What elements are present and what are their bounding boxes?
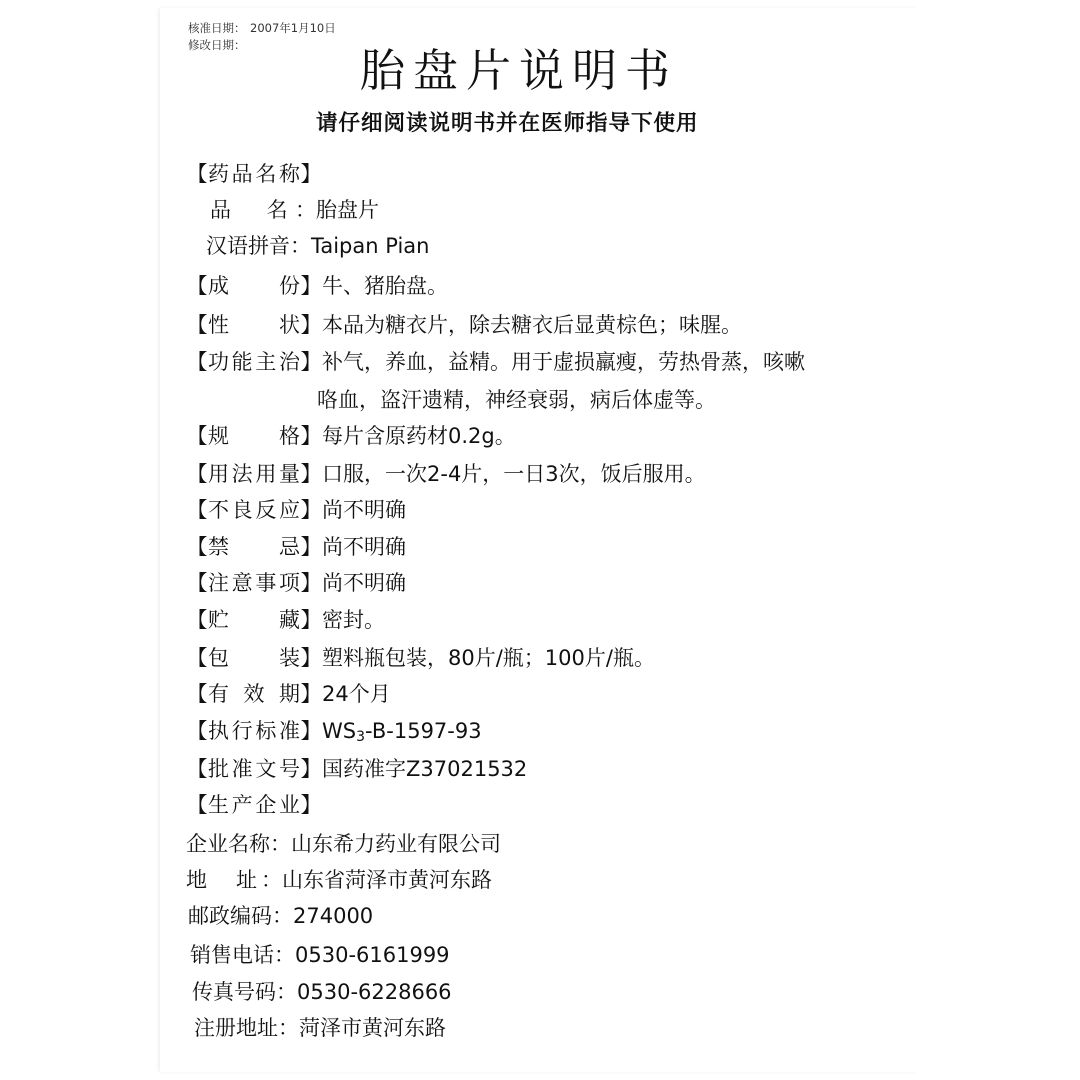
- company-name-row: [186, 828, 501, 860]
- bracket-open: 【: [186, 535, 208, 559]
- fax-label: 传真号码：: [192, 980, 297, 1004]
- bracket-close: 】: [300, 608, 322, 632]
- postcode-label: 邮政编码：: [188, 904, 293, 928]
- bracket-close: 】: [300, 571, 322, 595]
- section-label: 不良反应: [208, 498, 300, 522]
- section-value: 国药准字Z37021532: [322, 757, 528, 781]
- bracket-open: 【: [186, 757, 208, 781]
- approval-date-label: 核准日期：: [188, 21, 246, 35]
- section-label: 禁忌: [208, 535, 300, 559]
- bracket-open: 【: [186, 162, 208, 186]
- company-name: 山东希力药业有限公司: [291, 832, 501, 856]
- section-value: 补气，养血，益精。用于虚损羸瘦，劳热骨蒸，咳嗽: [322, 350, 805, 374]
- fax: 0530-6228666: [297, 980, 452, 1004]
- section-label: 包装: [208, 646, 300, 670]
- company-address-row: [186, 864, 492, 896]
- section-value: 牛、猪胎盘。: [322, 274, 448, 298]
- section-label: 用法用量: [208, 462, 300, 486]
- generic-name-value: 胎盘片: [316, 198, 379, 222]
- bracket-close: 】: [300, 274, 322, 298]
- postcode: 274000: [293, 904, 374, 928]
- bracket-close: 】: [300, 350, 322, 374]
- fax-row: [192, 976, 452, 1008]
- section-value: 塑料瓶包装，80片/瓶；100片/瓶。: [322, 646, 655, 670]
- section-label: 功能主治: [208, 350, 300, 374]
- document-subtitle: 请仔细阅读说明书并在医师指导下使用: [316, 111, 699, 136]
- date-info: [188, 20, 336, 54]
- sales-phone: 0530-6161999: [295, 943, 450, 967]
- section-manufacturer: [186, 789, 322, 823]
- bracket-open: 【: [186, 498, 208, 522]
- section-package: [186, 642, 655, 676]
- section-label: 贮藏: [208, 608, 300, 632]
- bracket-open: 【: [186, 682, 208, 706]
- bracket-close: 】: [300, 498, 322, 522]
- generic-name-label: 品 名：: [210, 198, 316, 222]
- section-value: 口服，一次2-4片，一日3次，饭后服用。: [322, 462, 706, 486]
- registered-address-row: [194, 1012, 446, 1044]
- generic-name-row: [210, 194, 379, 226]
- bracket-open: 【: [186, 608, 208, 632]
- section-value: 尚不明确: [322, 535, 406, 559]
- revision-date-label: 修改日期：: [188, 38, 246, 52]
- bracket-close: 】: [300, 757, 322, 781]
- section-label: 批准文号: [208, 757, 300, 781]
- section-description: [186, 309, 742, 343]
- bracket-close: 】: [300, 682, 322, 706]
- bracket-close: 】: [300, 462, 322, 486]
- standard-suffix: -B-1597-93: [365, 719, 482, 743]
- section-label: 执行标准: [208, 719, 300, 743]
- sales-phone-label: 销售电话：: [190, 943, 295, 967]
- sales-phone-row: [190, 939, 450, 971]
- bracket-open: 【: [186, 424, 208, 448]
- bracket-close: 】: [300, 719, 322, 743]
- section-indications: [186, 346, 805, 380]
- bracket-open: 【: [186, 313, 208, 337]
- standard-subscript: 3: [356, 729, 366, 745]
- bracket-open: 【: [186, 719, 208, 743]
- bracket-close: 】: [300, 313, 322, 337]
- section-value: 每片含原药材0.2g。: [322, 424, 516, 448]
- postcode-row: [188, 900, 373, 932]
- section-approval-number: [186, 753, 527, 787]
- section-value: [322, 715, 482, 753]
- section-label: 有效期: [208, 682, 300, 706]
- bracket-close: 】: [300, 646, 322, 670]
- section-validity: [186, 678, 391, 712]
- section-value: 本品为糖衣片，除去糖衣后显黄棕色；味腥。: [322, 313, 742, 337]
- bracket-open: 【: [186, 274, 208, 298]
- section-contraindications: [186, 531, 406, 565]
- company-address: 山东省菏泽市黄河东路: [282, 868, 492, 892]
- section-adverse-reactions: [186, 494, 406, 528]
- registered-address-label: 注册地址：: [194, 1016, 299, 1040]
- section-label: 规格: [208, 424, 300, 448]
- section-label: 性状: [208, 313, 300, 337]
- company-name-label: 企业名称：: [186, 832, 291, 856]
- section-label: 注意事项: [208, 571, 300, 595]
- section-dosage: [186, 458, 706, 492]
- pinyin-value: Taipan Pian: [311, 234, 430, 258]
- bracket-close: 】: [300, 424, 322, 448]
- pinyin-row: [206, 230, 429, 262]
- approval-date: 2007年1月10日: [250, 21, 336, 35]
- section-drug-name: [186, 158, 322, 192]
- bracket-close: 】: [300, 535, 322, 559]
- bracket-open: 【: [186, 571, 208, 595]
- company-address-label: 地 址：: [186, 868, 282, 892]
- standard-prefix: WS: [322, 719, 357, 743]
- registered-address: 菏泽市黄河东路: [299, 1016, 446, 1040]
- section-value: 尚不明确: [322, 498, 406, 522]
- section-ingredients: [186, 270, 448, 304]
- bracket-close: 】: [300, 162, 322, 186]
- document-title: 胎盘片说明书: [360, 44, 679, 97]
- bracket-open: 【: [186, 350, 208, 374]
- section-specification: [186, 420, 516, 454]
- section-label: 生产企业: [208, 793, 300, 817]
- bracket-open: 【: [186, 793, 208, 817]
- bracket-open: 【: [186, 646, 208, 670]
- section-storage: [186, 604, 385, 638]
- bracket-close: 】: [300, 793, 322, 817]
- section-value: 尚不明确: [322, 571, 406, 595]
- indications-continued: 咯血，盗汗遗精，神经衰弱，病后体虚等。: [317, 388, 716, 412]
- section-standard: [186, 715, 482, 749]
- section-label: 成份: [208, 274, 300, 298]
- section-label: 药品名称: [208, 162, 300, 186]
- section-precautions: [186, 567, 406, 601]
- bracket-open: 【: [186, 462, 208, 486]
- pinyin-label: 汉语拼音：: [206, 234, 311, 258]
- section-value: 24个月: [322, 682, 391, 706]
- section-value: 密封。: [322, 608, 385, 632]
